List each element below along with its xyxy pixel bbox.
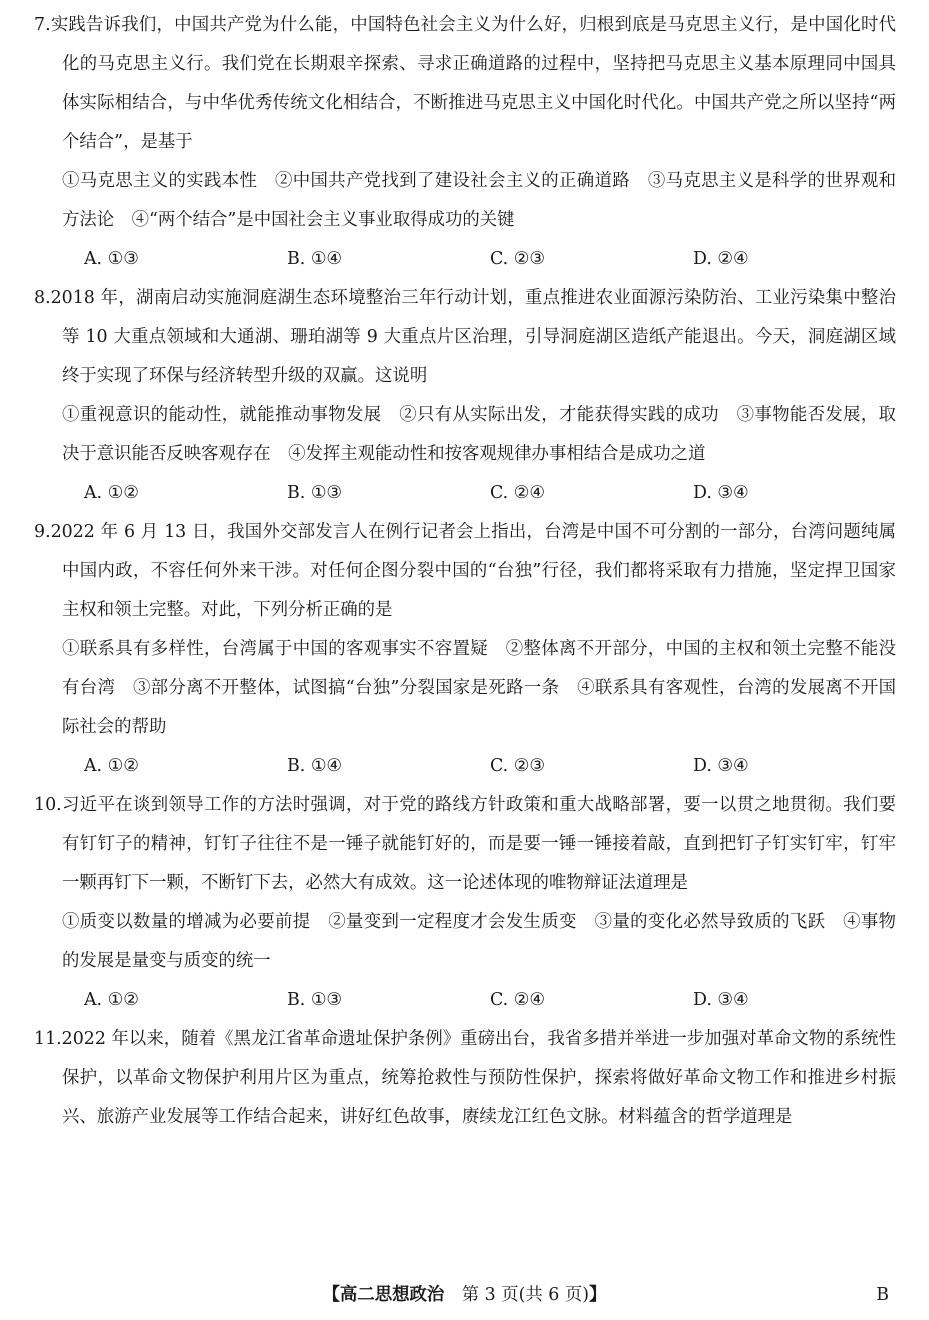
options-row xyxy=(34,981,896,1020)
option-b: B. ①③ xyxy=(287,483,343,503)
question-stem xyxy=(34,786,896,903)
statements: ①重视意识的能动性，就能推动事物发展 ②只有从实际出发，才能获得实践的成功 ③事物能否发展，取决于意识能否反映客观存在 ④发挥主观能动性和按客观规律办事相结合是成功之道 xyxy=(62,405,896,464)
stem-text: 实践告诉我们，中国共产党为什么能，中国特色社会主义为什么好，归根到底是马克思主义行，是中国化时代化的马克思主义行。我们党在长期艰辛探索、寻求正确道路的过程中，坚持把马克思主义基本原理同中国具体实际相结合，与中华优秀传统文化相结合，不断推进马克思主义中国化时代化。中国共产党之所以坚持“两个结合”，是基于 xyxy=(50,15,896,152)
question-stem xyxy=(34,513,896,630)
question-stem xyxy=(34,1020,896,1137)
question-number: 10. xyxy=(34,795,62,815)
options-row xyxy=(34,240,896,279)
page-number: 第 3 页(共 6 页) xyxy=(461,1285,590,1305)
question-stem xyxy=(34,6,896,162)
options-row xyxy=(34,474,896,513)
stem-text: 2018 年，湖南启动实施洞庭湖生态环境整治三年行动计划，重点推进农业面源污染防治、工业污染集中整治等 10 大重点领域和大通湖、珊珀湖等 9 大重点片区治理，引导洞庭湖区造纸产能退出。今天，洞庭湖区域终于实现了环保与经济转型升级的双赢。这说明 xyxy=(50,288,896,386)
question-7 xyxy=(34,6,896,279)
option-d: D. ③④ xyxy=(693,990,749,1010)
question-number: 11. xyxy=(34,1029,62,1049)
question-number: 9. xyxy=(34,522,51,542)
question-9 xyxy=(34,513,896,786)
option-a: A. ①② xyxy=(84,483,139,503)
stem-text: 习近平在谈到领导工作的方法时强调，对于党的路线方针政策和重大战略部署，要一以贯之地贯彻。我们要有钉钉子的精神，钉钉子往往不是一锤子就能钉好的，而是要一锤一锤接着敲，直到把钉子钉实钉牢，钉牢一颗再钉下一颗，不断钉下去，必然大有成效。这一论述体现的唯物辩证法道理是 xyxy=(61,795,896,893)
footer-title xyxy=(0,1279,929,1311)
option-d: D. ③④ xyxy=(693,483,749,503)
question-10 xyxy=(34,786,896,1020)
statements: ①质变以数量的增减为必要前提 ②量变到一定程度才会发生质变 ③量的变化必然导致质的飞跃 ④事物的发展是量变与质变的统一 xyxy=(62,912,896,971)
footer-bracket: 】 xyxy=(589,1285,607,1305)
page-footer xyxy=(0,1279,929,1311)
question-number: 8. xyxy=(34,288,51,308)
option-c: C. ②④ xyxy=(490,483,545,503)
footer-subject: 【高二思想政治 xyxy=(322,1285,445,1305)
question-list xyxy=(34,6,896,1137)
option-a: A. ①② xyxy=(84,990,139,1010)
option-c: C. ②④ xyxy=(490,990,545,1010)
stem-text: 2022 年以来，随着《黑龙江省革命遗址保护条例》重磅出台，我省多措并举进一步加强对革命文物的系统性保护，以革命文物保护利用片区为重点，统筹抢救性与预防性保护，探索将做好革命文物工作和推进乡村振兴、旅游产业发展等工作结合起来，讲好红色故事，赓续龙江红色文脉。材料蕴含的哲学道理是 xyxy=(61,1029,896,1127)
option-c: C. ②③ xyxy=(490,249,545,269)
statements: ①联系具有多样性，台湾属于中国的客观事实不容置疑 ②整体离不开部分，中国的主权和领土完整不能没有台湾 ③部分离不开整体，试图搞“台独”分裂国家是死路一条 ④联系具有客观性，台湾的发展离不开国际社会的帮助 xyxy=(62,639,896,737)
option-b: B. ①④ xyxy=(287,756,343,776)
option-d: D. ③④ xyxy=(693,756,749,776)
option-a: A. ①③ xyxy=(84,249,139,269)
option-b: B. ①④ xyxy=(287,249,343,269)
question-11 xyxy=(34,1020,896,1137)
question-stem xyxy=(34,279,896,396)
question-8 xyxy=(34,279,896,513)
options-row xyxy=(34,747,896,786)
paper-version: B xyxy=(876,1285,889,1305)
statements: ①马克思主义的实践本性 ②中国共产党找到了建设社会主义的正确道路 ③马克思主义是科学的世界观和方法论 ④“两个结合”是中国社会主义事业取得成功的关键 xyxy=(62,171,896,230)
option-c: C. ②③ xyxy=(490,756,545,776)
stem-text: 2022 年 6 月 13 日，我国外交部发言人在例行记者会上指出，台湾是中国不可分割的一部分，台湾问题纯属中国内政，不容任何外来干涉。对任何企图分裂中国的“台独”行径，我们都将采取有力措施，坚定捍卫国家主权和领土完整。对此，下列分析正确的是 xyxy=(50,522,896,620)
option-b: B. ①③ xyxy=(287,990,343,1010)
question-number: 7. xyxy=(34,15,51,35)
option-d: D. ②④ xyxy=(693,249,749,269)
option-a: A. ①② xyxy=(84,756,139,776)
